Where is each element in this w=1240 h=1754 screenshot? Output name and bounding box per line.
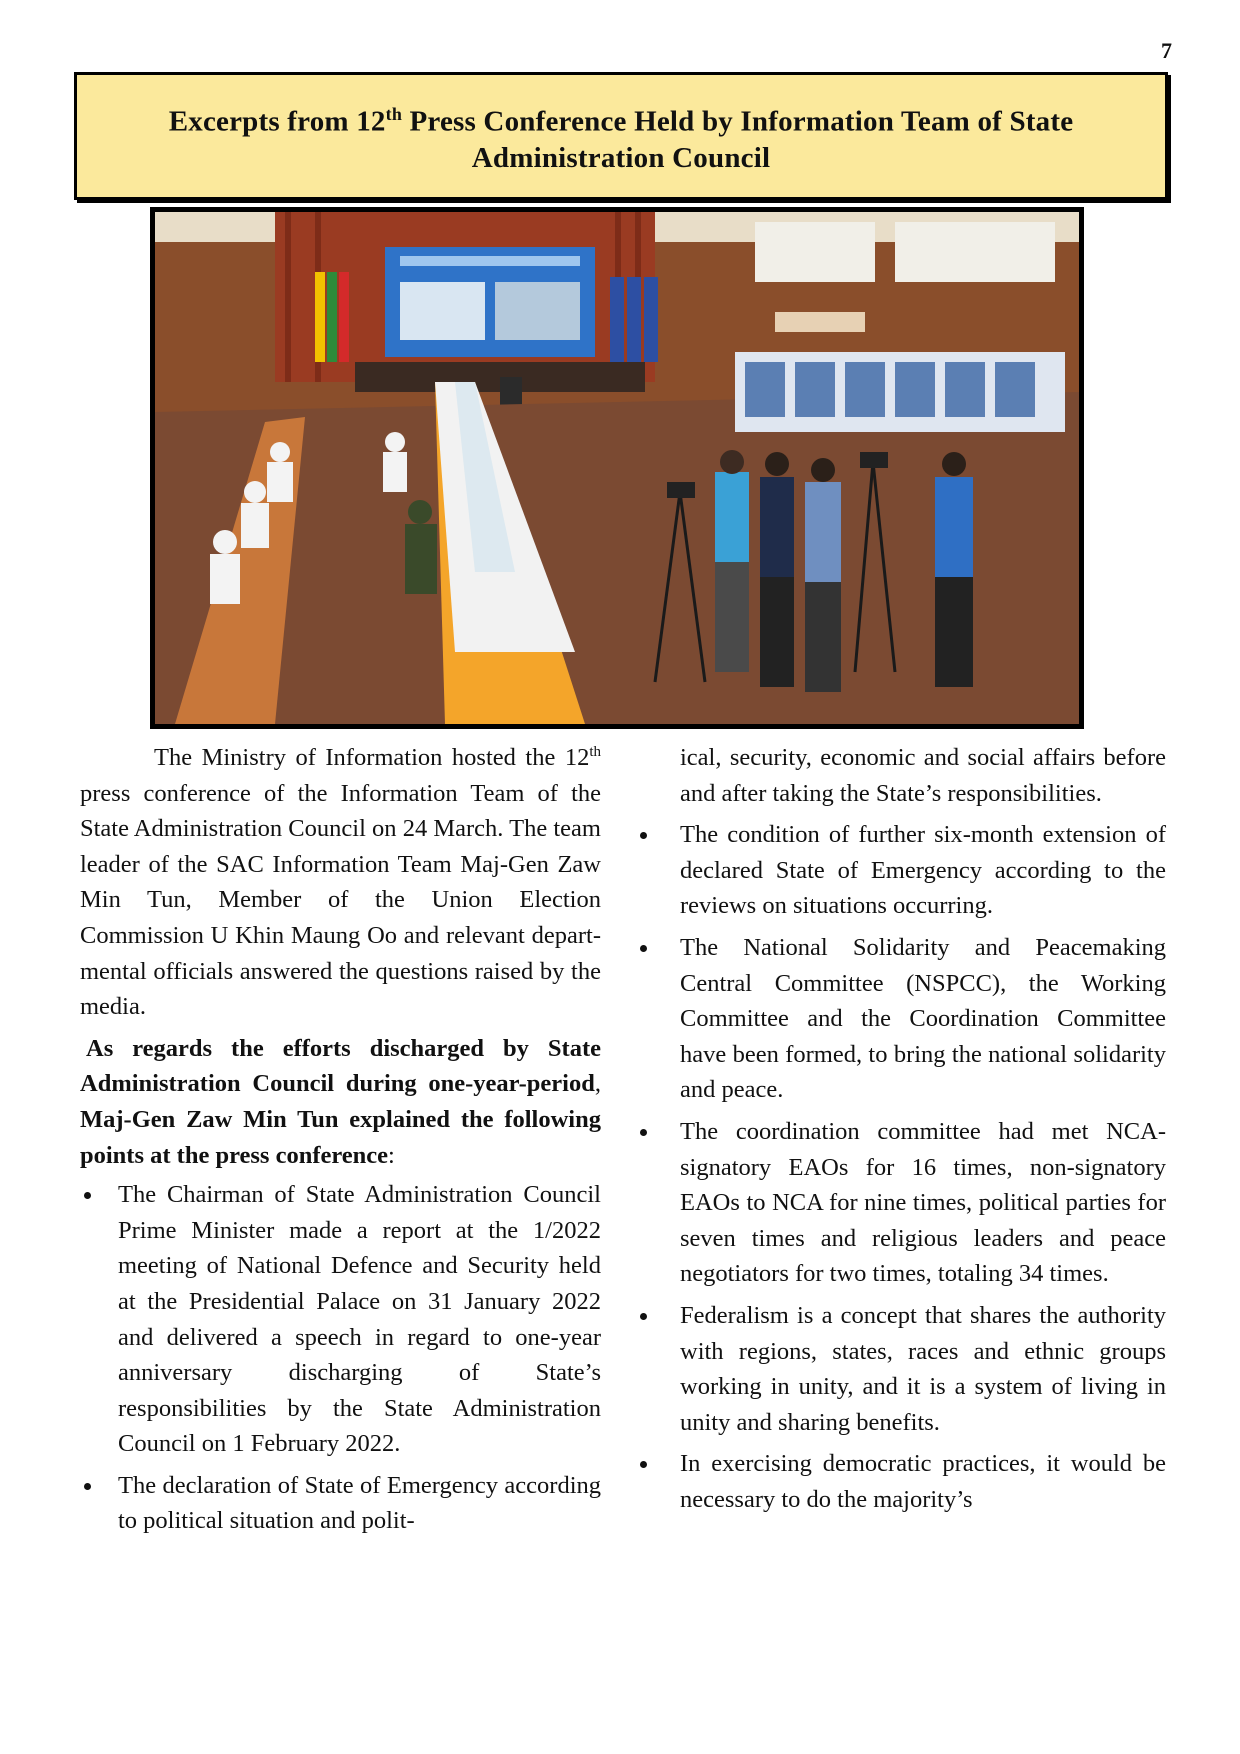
lead-text-a: As regards the efforts discharged by State Administration Council during one-year-period (80, 1034, 601, 1098)
page-number: 7 (1161, 38, 1172, 63)
continued-bullet-text: ical, security, economic and social affairs before and after taking the State’s responsibilities. (680, 744, 1166, 807)
bullet-item: The coordination committee had met NCA-signatory EAOs for 16 times, non-signatory EAOs to NCA for nine times, political parties for seven times and religious leaders and peace negotiators for two times, totaling 34 times. (638, 1114, 1166, 1292)
intro-superscript: th (589, 743, 601, 760)
title-line-2: Administration Council (471, 141, 771, 174)
title-banner (74, 72, 1168, 200)
intro-paragraph (80, 740, 601, 1025)
intro-text-a: The Ministry of Information hosted the 12 (154, 744, 590, 771)
right-column (638, 740, 1166, 1523)
bullet-item: The Chairman of State Administration Council Prime Minister made a report at the 1/2022 meeting of National Defence and Security held at the Presidential Palace on 31 January 2022 and delivered a speech in regard to one-year anniversary discharging of State’s responsibilities by the State Administration Council on 1 February 2022. (80, 1177, 601, 1462)
left-column (80, 740, 601, 1545)
lead-text-b: Maj-Gen Zaw Min Tun explained the following points at the press conference (80, 1105, 601, 1169)
efforts-lead-paragraph (80, 1031, 601, 1173)
title-line-1 (169, 96, 1074, 140)
title-text-a: Excerpts from 12 (168, 105, 386, 138)
bullet-item: Federalism is a concept that shares the authority with regions, states, races and ethnic groups working in unity, and it is a system of living in unity and sharing benefits. (638, 1298, 1166, 1440)
lead-comma: , (594, 1070, 601, 1098)
title-text-b: Press Conference Held by Information Team of State (402, 105, 1074, 138)
intro-text-b: press conference of the Information Team of the State Administration Council on 24 March. The team leader of the SAC Information Team Maj-Gen Zaw Min Tun, Member of the Union Election Commission U Khin Maung Oo and relevant departmental officials answered the questions raised by the media. (80, 779, 601, 1021)
photo-illustration (155, 212, 1079, 724)
bullet-item: In exercising democratic practices, it would be necessary to do the majority’s (638, 1446, 1166, 1517)
right-bullet-list (638, 817, 1166, 1517)
bullet-item: The National Solidarity and Peacemaking Central Committee (NSPCC), the Working Committee and the Coordination Committee have been formed, to bring the national solidarity and peace. (638, 930, 1166, 1108)
left-bullet-list (80, 1177, 601, 1539)
bullet-item: The condition of further six-month extension of declared State of Emergency according to the reviews on situations occurring. (638, 817, 1166, 924)
title-superscript: th (385, 104, 403, 125)
bullet-item: The declaration of State of Emergency according to political situation and polit- (80, 1468, 601, 1539)
lead-colon: : (388, 1141, 395, 1169)
press-conference-photo (150, 207, 1084, 729)
